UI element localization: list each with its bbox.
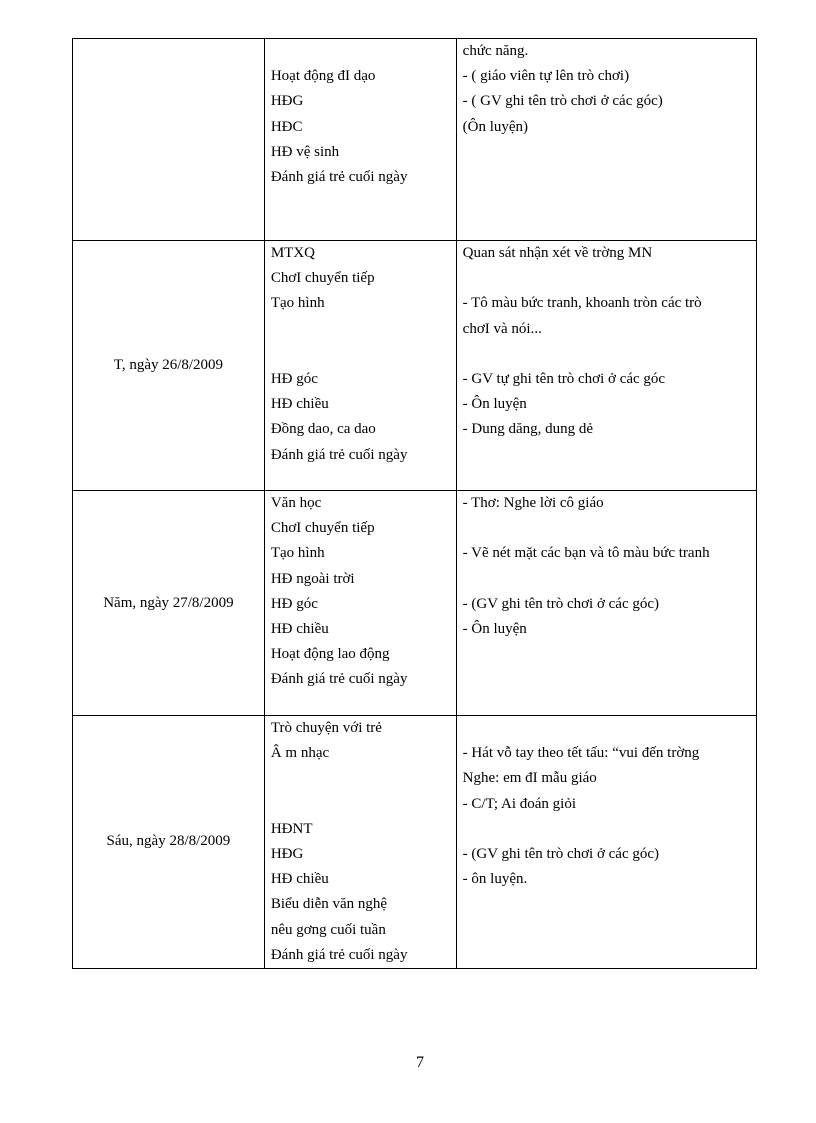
activity-line: ChơI chuyển tiếp bbox=[270, 270, 375, 287]
page-number: 7 bbox=[416, 1054, 424, 1071]
activity-line: Hoạt động lao động bbox=[270, 646, 390, 663]
content-line: chức năng. bbox=[462, 43, 529, 59]
content-line: Quan sát nhận xét về trờng MN bbox=[462, 245, 653, 261]
activity-line: HĐ vệ sinh bbox=[270, 143, 340, 160]
day-label: Năm, ngày 27/8/2009 bbox=[103, 594, 234, 611]
activity-line: Biểu diễn văn nghệ bbox=[270, 896, 388, 913]
schedule-table bbox=[72, 38, 757, 969]
activity-line: Tạo hình bbox=[270, 295, 325, 312]
content-line: Nghe: em đI mẫu giáo bbox=[462, 770, 597, 787]
activity-line: Tạo hình bbox=[270, 545, 325, 562]
content-line: - ( GV ghi tên trò chơi ở các góc) bbox=[462, 93, 663, 110]
activity-line: HĐ chiều bbox=[270, 396, 329, 413]
activity-line: nêu gơng cuối tuần bbox=[270, 921, 386, 938]
content-line: (Ôn luyện) bbox=[462, 118, 529, 135]
content-line bbox=[457, 266, 756, 291]
activity-line: ChơI chuyển tiếp bbox=[270, 520, 375, 537]
contents-cell bbox=[456, 241, 756, 491]
content-line bbox=[457, 516, 756, 541]
activity-line: Đánh giá trẻ cuối ngày bbox=[270, 946, 408, 963]
contents-cell bbox=[456, 716, 756, 969]
activity-line: HĐ góc bbox=[270, 370, 318, 387]
content-line: - GV tự ghi tên trò chơi ở các góc bbox=[462, 370, 666, 387]
day-cell bbox=[73, 491, 265, 716]
activities-cell bbox=[264, 491, 456, 716]
activity-line: Â m nhạc bbox=[270, 745, 330, 762]
content-line: - C/T; Ai đoán giỏi bbox=[462, 795, 576, 812]
activity-line: Đánh giá trẻ cuối ngày bbox=[270, 671, 408, 688]
content-line bbox=[457, 716, 756, 741]
content-line: - ( giáo viên tự lên trò chơi) bbox=[462, 68, 630, 85]
day-cell bbox=[73, 241, 265, 491]
day-label: Sáu, ngày 28/8/2009 bbox=[106, 833, 231, 850]
content-line: - ôn luyện. bbox=[462, 871, 528, 888]
content-line bbox=[457, 667, 756, 692]
content-line bbox=[457, 892, 756, 917]
activity-line: HĐC bbox=[270, 118, 303, 135]
activity-line: Đánh giá trẻ cuối ngày bbox=[270, 446, 408, 463]
activity-line bbox=[265, 342, 456, 367]
activity-line: HĐ ngoài trời bbox=[270, 570, 355, 587]
content-line bbox=[457, 918, 756, 943]
content-line bbox=[457, 817, 756, 842]
activity-line: Đánh giá trẻ cuối ngày bbox=[270, 168, 408, 185]
activities-cell bbox=[264, 241, 456, 491]
activity-line bbox=[265, 766, 456, 791]
schedule-body bbox=[73, 39, 757, 969]
content-line bbox=[457, 567, 756, 592]
content-line: - Vẽ nét mặt các bạn và tô màu bức tranh bbox=[462, 545, 710, 562]
activity-line: Văn học bbox=[270, 495, 322, 511]
content-line: chơI và nói... bbox=[462, 320, 542, 337]
content-line: - Thơ: Nghe lời cô giáo bbox=[462, 495, 604, 511]
activity-line bbox=[265, 317, 456, 342]
content-line: - (GV ghi tên trò chơi ở các góc) bbox=[462, 595, 660, 612]
activity-line bbox=[265, 39, 456, 64]
activities-cell bbox=[264, 39, 456, 241]
content-line bbox=[457, 443, 756, 468]
day-cell bbox=[73, 39, 265, 241]
content-line: - Hát vỗ tay theo tết tấu: “vui đến trờng bbox=[462, 745, 700, 762]
content-line: - Ôn luyện bbox=[462, 620, 527, 637]
schedule-row-thursday bbox=[73, 491, 757, 716]
activity-line: HĐG bbox=[270, 845, 304, 862]
day-label: T, ngày 26/8/2009 bbox=[113, 357, 224, 373]
day-cell bbox=[73, 716, 265, 969]
activity-line bbox=[265, 792, 456, 817]
content-line: - Ôn luyện bbox=[462, 396, 527, 413]
schedule-row-friday bbox=[73, 716, 757, 969]
content-line: - Tô màu bức tranh, khoanh tròn các trò bbox=[462, 295, 702, 312]
content-line bbox=[457, 140, 756, 165]
content-line: - (GV ghi tên trò chơi ở các góc) bbox=[462, 845, 660, 862]
activities-cell bbox=[264, 716, 456, 969]
content-line bbox=[457, 165, 756, 190]
content-line bbox=[457, 642, 756, 667]
content-line: - Dung dăng, dung dẻ bbox=[462, 421, 594, 438]
activity-line: HĐ chiều bbox=[270, 871, 329, 888]
activity-line: HĐ góc bbox=[270, 595, 318, 612]
activity-line: Đồng dao, ca dao bbox=[270, 421, 376, 438]
activity-line: Trò chuyện với trẻ bbox=[270, 720, 382, 736]
schedule-row-continuation bbox=[73, 39, 757, 241]
activity-line: Hoạt động đI dạo bbox=[270, 68, 376, 85]
activity-line: HĐNT bbox=[270, 820, 313, 837]
contents-cell bbox=[456, 491, 756, 716]
activity-line: MTXQ bbox=[270, 245, 315, 261]
contents-cell bbox=[456, 39, 756, 241]
activity-line: HĐG bbox=[270, 93, 304, 110]
content-line bbox=[457, 342, 756, 367]
schedule-row-tuesday bbox=[73, 241, 757, 491]
activity-line: HĐ chiều bbox=[270, 620, 329, 637]
content-line bbox=[457, 943, 756, 968]
